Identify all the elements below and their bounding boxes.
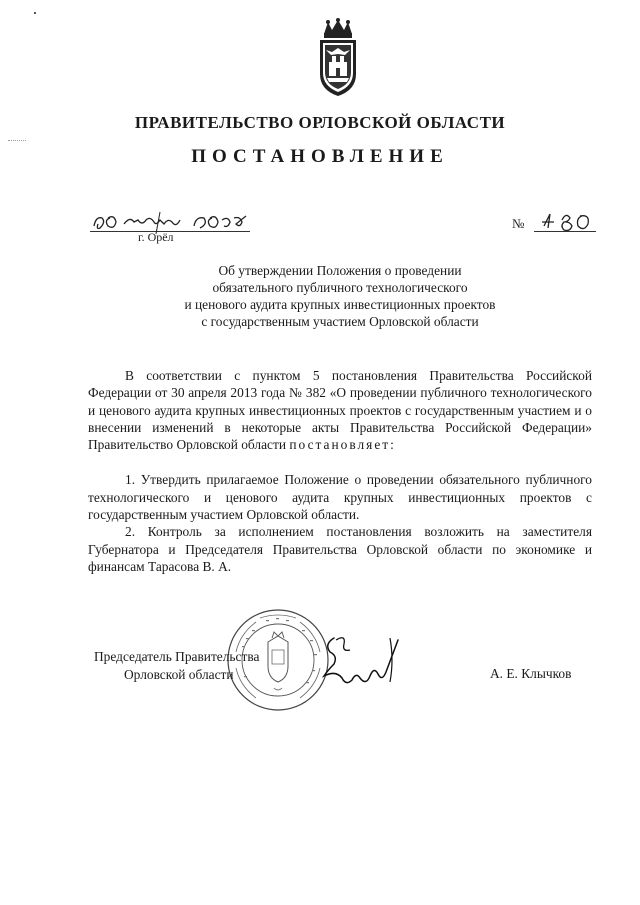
number-field	[512, 208, 596, 234]
coat-of-arms-icon	[312, 18, 364, 98]
preamble-text: В соответствии с пунктом 5 постановления Правительства Российской Федерации от 30 апреля 2013 года № 382 «О проведении публичного технологического и ценового аудита крупных инвестиционных проектов с государственным участием и о внесении изменений в некоторые акты Правительства Российской Федерации» Правительство Орловской области	[88, 368, 592, 453]
government-title: ПРАВИТЕЛЬСТВО ОРЛОВСКОЙ ОБЛАСТИ	[134, 113, 506, 132]
margin-mark	[8, 140, 26, 142]
position-line: Орловской области	[124, 667, 234, 682]
subject-line: Об утверждении Положения о проведении	[218, 263, 462, 278]
scan-speck	[34, 12, 36, 14]
preamble-paragraph	[88, 367, 592, 453]
document-body	[88, 367, 592, 575]
signature-icon	[316, 630, 406, 694]
position-line: Председатель Правительства	[94, 649, 260, 664]
document-type: ПОСТАНОВЛЕНИЕ	[191, 146, 449, 167]
subject-line: обязательного публичного технологического	[212, 280, 468, 295]
signatory-name: А. Е. Клычков	[490, 666, 572, 681]
handwritten-number-icon	[538, 208, 594, 234]
resolves-word: постановляет:	[289, 437, 396, 453]
subject-line: и ценового аудита крупных инвестиционных проектов	[184, 297, 496, 312]
resolution-item: 2. Контроль за исполнением постановления возложить на заместителя Губернатора и Председателя Правительства Орловской области по экономике и финансам Тарасова В. А.	[88, 524, 592, 574]
document-subject	[120, 262, 560, 330]
resolution-item: 1. Утвердить прилагаемое Положение о проведении обязательного публичного технологического и ценового аудита крупных инвестиционных проектов с государственным участием Орловской области.	[88, 472, 592, 523]
city-label: г. Орёл	[138, 230, 174, 244]
signatory-position	[94, 648, 259, 684]
subject-line: с государственным участием Орловской области	[201, 314, 479, 329]
number-label: №	[512, 216, 525, 231]
